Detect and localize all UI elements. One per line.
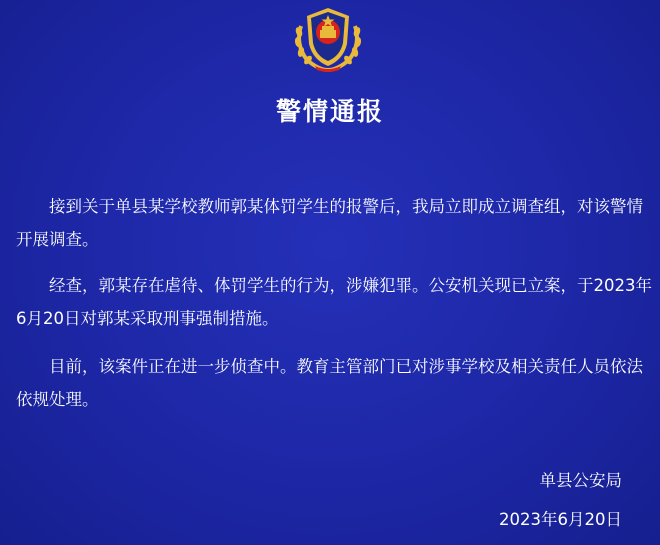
notice-paragraph-1: 接到关于单县某学校教师郭某体罚学生的报警后，我局立即成立调查组，对该警情开展调查。	[16, 197, 643, 249]
notice-paragraph-2: 经查，郭某存在虐待、体罚学生的行为，涉嫌犯罪。公安机关现已立案，于2023年6月20日对郭某采取刑事强制措施。	[16, 276, 652, 328]
issuer-signature: 单县公安局	[539, 471, 622, 490]
notice-paragraph-3: 目前，该案件正在进一步侦查中。教育主管部门已对涉事学校及相关责任人员依法依规处理。	[16, 357, 643, 409]
notice-title: 警情通报	[275, 97, 384, 126]
police-emblem-icon	[289, 4, 367, 74]
issue-date: 2023年6月20日	[499, 510, 622, 529]
